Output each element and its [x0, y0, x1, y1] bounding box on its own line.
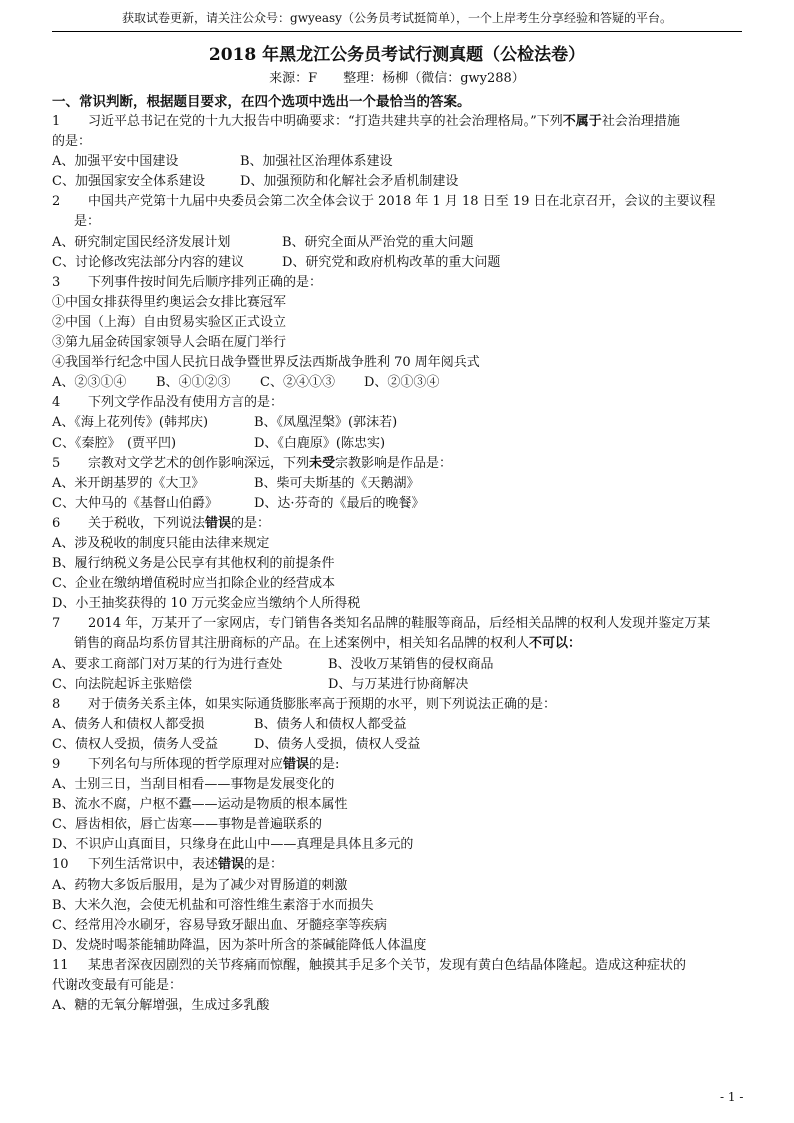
option-d: D、不识庐山真面目，只缘身在此山中——真理是具体且多元的 [52, 837, 414, 853]
question-2-stem: 2 中国共产党第十九届中央委员会第二次全体会议于 2018 年 1 月 18 日至 19 日在北京召开，会议的主要议程 [52, 194, 716, 210]
question-1-stem: 1 习近平总书记在党的十九大报告中明确要求：“打造共建共享的社会治理格局。”下列不属于社会治理措施 [52, 114, 680, 129]
option-b: B、履行纳税义务是公民享有其他权利的前提条件 [52, 556, 335, 572]
option-a: A、涉及税收的制度只能由法律来规定 [52, 535, 270, 551]
header-divider [52, 31, 742, 32]
option-a: A、《海上花列传》(韩邦庆) [52, 415, 209, 431]
question-5-options-row2 [52, 494, 744, 514]
option-a: A、士别三日，当刮目相看——事物是发展变化的 [52, 777, 335, 793]
option-c: C、向法院起诉主张赔偿 [52, 676, 192, 692]
option-a: A、加强平安中国建设 [52, 154, 179, 170]
question-5-stem: 5 宗教对文学艺术的创作影响深远，下列未受宗教影响是作品是： [52, 455, 453, 471]
option-c: C、讨论修改宪法部分内容的建议 [52, 254, 244, 270]
page-title: 2018 年黑龙江公务员考试行测真题（公检法卷） [208, 45, 586, 65]
question-3-item-2: ②中国（上海）自由贸易实验区正式设立 [52, 314, 287, 330]
option-c: C、②④①③ [260, 375, 335, 391]
question-3-item-3: ③第九届金砖国家领导人会晤在厦门举行 [52, 335, 287, 351]
question-4-stem: 4 下列文学作品没有使用方言的是： [52, 395, 284, 411]
question-7-stem: 7 2014 年，万某开了一家网店，专门销售各类知名品牌的鞋服等商品，后经相关品牌的权利人发现并鉴定万某 [52, 616, 711, 632]
option-b: B、大米久泡，会使无机盐和可溶性维生素溶于水而损失 [52, 897, 374, 913]
option-a: A、药物大多饭后服用，是为了减少对胃肠道的刺激 [52, 877, 348, 893]
question-7-stem-cont: 销售的商品均系仿冒其注册商标的产品。在上述案例中，相关知名品牌的权利人不可以： [74, 636, 582, 652]
option-c: C、企业在缴纳增值税时应当扣除企业的经营成本 [52, 576, 335, 592]
question-3-item-4: ④我国举行纪念中国人民抗日战争暨世界反法西斯战争胜利 70 周年阅兵式 [52, 355, 480, 371]
option-a: A、糖的无氧分解增强，生成过多乳酸 [52, 998, 270, 1014]
question-5-options-row1 [52, 474, 744, 494]
question-list [52, 112, 744, 1016]
question-1-options-row1 [52, 152, 744, 172]
option-d: D、债务人受损，债权人受益 [254, 736, 421, 752]
option-d: D、发烧时喝茶能辅助降温，因为茶叶所含的茶碱能降低人体温度 [52, 937, 427, 953]
option-c: C、大仲马的《基督山伯爵》 [52, 495, 218, 511]
option-b: B、流水不腐，户枢不蠹——运动是物质的根本属性 [52, 797, 348, 813]
page-number: - 1 - [720, 1090, 744, 1104]
option-d: D、加强预防和化解社会矛盾机制建设 [240, 174, 459, 190]
option-b: B、研究全面从严治党的重大问题 [282, 234, 474, 250]
option-c: C、唇齿相依，唇亡齿寒——事物是普遍联系的 [52, 817, 322, 833]
question-3-item-1: ①中国女排获得里约奥运会女排比赛冠军 [52, 294, 287, 310]
option-b: B、没收万某销售的侵权商品 [328, 656, 494, 672]
option-b: B、柴可夫斯基的《天鹅湖》 [254, 475, 420, 491]
option-b: B、债务人和债权人都受益 [254, 716, 407, 732]
question-3-stem: 3 下列事件按时间先后顺序排列正确的是： [52, 274, 323, 290]
option-d: D、《白鹿原》(陈忠实) [254, 435, 386, 451]
option-d: D、达·芬奇的《最后的晚餐》 [254, 495, 425, 511]
option-c: C、加强国家安全体系建设 [52, 174, 205, 190]
question-7-options-row1 [52, 655, 744, 675]
question-8-options-row1 [52, 715, 744, 735]
question-1-options-row2 [52, 172, 744, 192]
source-line: 来源：F 整理：杨柳（微信：gwy288） [269, 71, 525, 86]
question-4-options-row1 [52, 413, 744, 433]
question-4-options-row2 [52, 434, 744, 454]
option-a: A、研究制定国民经济发展计划 [52, 234, 231, 250]
option-d: D、小王抽奖获得的 10 万元奖金应当缴纳个人所得税 [52, 596, 361, 612]
section-heading: 一、常识判断，根据题目要求，在四个选项中选出一个最恰当的答案。 [52, 94, 471, 110]
question-6-stem: 6 关于税收，下列说法错误的是： [52, 515, 271, 531]
option-b: B、加强社区治理体系建设 [240, 154, 393, 170]
option-a: A、要求工商部门对万某的行为进行查处 [52, 656, 283, 672]
question-11-stem: 11 某患者深夜因剧烈的关节疼痛而惊醒，触摸其手足多个关节，发现有黄白色结晶体隆起。造成这种症状的 [52, 957, 687, 973]
question-8-stem: 8 对于债务关系主体，如果实际通货膨胀率高于预期的水平，则下列说法正确的是： [52, 696, 557, 712]
option-b: B、④①②③ [156, 375, 231, 391]
option-d: D、与万某进行协商解决 [328, 676, 469, 692]
option-a: A、米开朗基罗的《大卫》 [52, 475, 205, 491]
question-8-options-row2 [52, 735, 744, 755]
question-11-stem-cont: 代谢改变最有可能是： [52, 978, 183, 994]
option-b: B、《凤凰涅槃》(郭沫若) [254, 415, 398, 431]
question-3-options [52, 373, 744, 393]
option-d: D、②①③④ [364, 375, 440, 391]
option-a: A、债务人和债权人都受损 [52, 716, 205, 732]
question-2-options-row1 [52, 233, 744, 253]
question-10-stem: 10 下列生活常识中，表述错误的是： [52, 857, 284, 873]
option-a: A、②③①④ [52, 375, 127, 391]
option-c: C、债权人受损，债务人受益 [52, 736, 218, 752]
option-c: C、《秦腔》 (贾平凹) [52, 435, 177, 451]
header-note: 获取试卷更新，请关注公众号：gwyeasy（公务员考试挺简单），一个上岸考生分享经验和答疑的平台。 [122, 11, 672, 25]
option-c: C、经常用冷水刷牙，容易导致牙龈出血、牙髓痉挛等疾病 [52, 917, 387, 933]
question-9-stem: 9 下列名句与所体现的哲学原理对应错误的是: [52, 757, 340, 772]
option-d: D、研究党和政府机构改革的重大问题 [282, 254, 501, 270]
question-2-stem-cont: 是： [74, 214, 101, 230]
question-7-options-row2 [52, 675, 744, 695]
question-1-stem-cont: 的是： [52, 134, 92, 150]
question-2-options-row2 [52, 253, 744, 273]
